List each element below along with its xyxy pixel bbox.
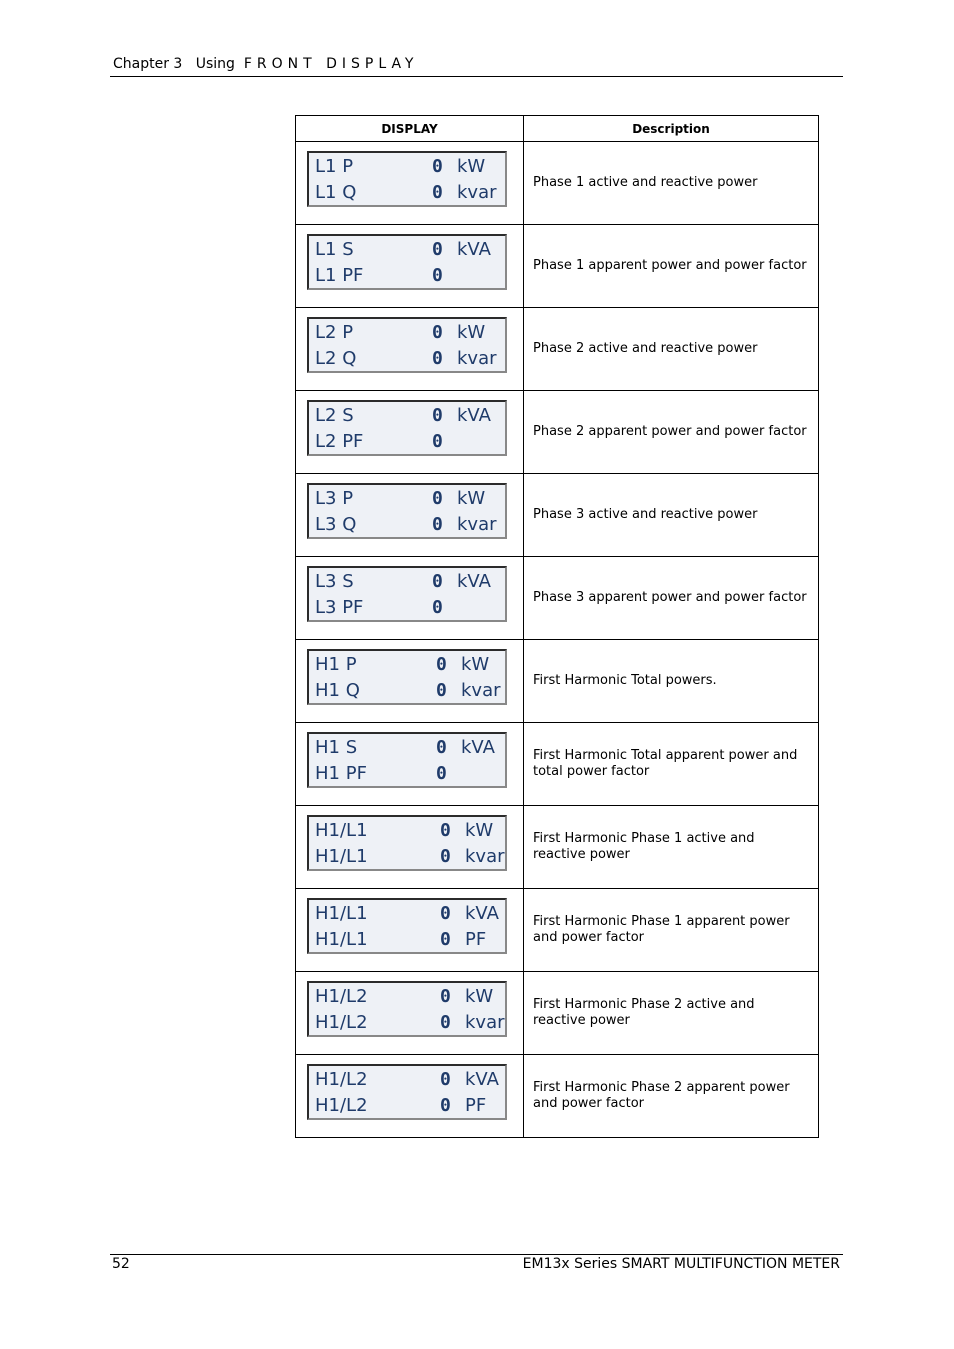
description-cell: Phase 1 apparent power and power factor bbox=[524, 225, 819, 308]
lcd-line-1-value: 0 bbox=[440, 986, 451, 1007]
lcd-line-1-unit: kW bbox=[457, 322, 486, 343]
table-row bbox=[296, 225, 819, 308]
lcd-line-2-value: 0 bbox=[432, 514, 443, 535]
lcd-line-1-value: 0 bbox=[436, 737, 447, 758]
lcd-line-2-value: 0 bbox=[440, 1012, 451, 1033]
lcd-line-1-value: 0 bbox=[432, 156, 443, 177]
lcd-line-1-unit: kW bbox=[457, 156, 486, 177]
display-cell bbox=[296, 1055, 524, 1138]
header-using: Using bbox=[195, 56, 235, 72]
display-cell bbox=[296, 142, 524, 225]
lcd-line-2-label: L2 Q bbox=[315, 348, 357, 369]
lcd-screen bbox=[307, 898, 507, 954]
description-cell: First Harmonic Phase 1 apparent power and power factor bbox=[524, 889, 819, 972]
lcd-line-1-unit: kW bbox=[457, 488, 486, 509]
lcd-line-2-value: 0 bbox=[436, 680, 447, 701]
column-header-display: DISPLAY bbox=[296, 116, 524, 142]
lcd-line-1-unit: kW bbox=[465, 986, 494, 1007]
description-cell: Phase 3 apparent power and power factor bbox=[524, 557, 819, 640]
lcd-line-1-value: 0 bbox=[432, 322, 443, 343]
lcd-line-1-label: H1/L1 bbox=[315, 903, 368, 924]
lcd-line-1-value: 0 bbox=[440, 1069, 451, 1090]
lcd-line-1-label: L1 P bbox=[315, 156, 354, 177]
description-cell: First Harmonic Phase 2 active and reactive power bbox=[524, 972, 819, 1055]
lcd-line-1-unit: kVA bbox=[461, 737, 495, 758]
lcd-line-1-label: H1/L2 bbox=[315, 986, 368, 1007]
lcd-screen bbox=[307, 981, 507, 1037]
display-cell bbox=[296, 225, 524, 308]
table-body bbox=[296, 142, 819, 1138]
table-row bbox=[296, 308, 819, 391]
description-cell: First Harmonic Total apparent power and total power factor bbox=[524, 723, 819, 806]
display-cell bbox=[296, 391, 524, 474]
lcd-line-1-unit: kW bbox=[461, 654, 490, 675]
lcd-line-1-unit: kVA bbox=[465, 903, 499, 924]
footer-rule bbox=[110, 1254, 843, 1255]
lcd-line-2-value: 0 bbox=[440, 1095, 451, 1116]
lcd-line-1-label: H1 S bbox=[315, 737, 358, 758]
lcd-line-1-value: 0 bbox=[432, 488, 443, 509]
lcd-line-1-value: 0 bbox=[440, 820, 451, 841]
lcd-line-2-unit: kvar bbox=[457, 348, 497, 369]
lcd-line-1-label: L2 P bbox=[315, 322, 354, 343]
footer-product-name: EM13x Series SMART MULTIFUNCTION METER bbox=[522, 1256, 840, 1272]
lcd-line-1-unit: kVA bbox=[457, 571, 491, 592]
lcd-screen bbox=[307, 234, 507, 290]
lcd-screen bbox=[307, 732, 507, 788]
running-header bbox=[113, 56, 419, 72]
display-cell bbox=[296, 723, 524, 806]
lcd-line-2-label: H1 Q bbox=[315, 680, 360, 701]
lcd-line-2-value: 0 bbox=[440, 846, 451, 867]
lcd-line-2-label: H1/L2 bbox=[315, 1012, 368, 1033]
description-cell: Phase 2 apparent power and power factor bbox=[524, 391, 819, 474]
lcd-line-1-value: 0 bbox=[432, 571, 443, 592]
display-cell bbox=[296, 640, 524, 723]
lcd-line-2-label: L1 Q bbox=[315, 182, 357, 203]
lcd-screen bbox=[307, 483, 507, 539]
lcd-line-1-unit: kW bbox=[465, 820, 494, 841]
display-cell bbox=[296, 972, 524, 1055]
lcd-line-1-value: 0 bbox=[440, 903, 451, 924]
display-cell bbox=[296, 308, 524, 391]
lcd-line-1-value: 0 bbox=[436, 654, 447, 675]
lcd-line-2-unit: PF bbox=[465, 1095, 487, 1116]
table-header-row bbox=[296, 116, 819, 142]
lcd-screen bbox=[307, 649, 507, 705]
lcd-line-1-label: H1/L2 bbox=[315, 1069, 368, 1090]
lcd-line-1-label: L3 P bbox=[315, 488, 354, 509]
lcd-line-1-value: 0 bbox=[432, 405, 443, 426]
table-row bbox=[296, 142, 819, 225]
lcd-line-2-label: H1/L2 bbox=[315, 1095, 368, 1116]
table-row bbox=[296, 889, 819, 972]
lcd-line-1-value: 0 bbox=[432, 239, 443, 260]
description-cell: Phase 1 active and reactive power bbox=[524, 142, 819, 225]
lcd-line-2-value: 0 bbox=[432, 597, 443, 618]
column-header-description: Description bbox=[524, 116, 819, 142]
lcd-line-1-label: L2 S bbox=[315, 405, 354, 426]
table-row bbox=[296, 557, 819, 640]
lcd-line-2-label: L3 PF bbox=[315, 597, 364, 618]
lcd-line-2-label: L3 Q bbox=[315, 514, 357, 535]
table-row bbox=[296, 723, 819, 806]
lcd-line-2-value: 0 bbox=[432, 265, 443, 286]
lcd-screen bbox=[307, 400, 507, 456]
lcd-line-2-label: H1 PF bbox=[315, 763, 367, 784]
table-row bbox=[296, 806, 819, 889]
lcd-screen bbox=[307, 317, 507, 373]
display-cell bbox=[296, 889, 524, 972]
lcd-line-2-value: 0 bbox=[440, 929, 451, 950]
description-cell: First Harmonic Phase 2 apparent power and power factor bbox=[524, 1055, 819, 1138]
lcd-line-1-label: L3 S bbox=[315, 571, 354, 592]
description-cell: First Harmonic Total powers. bbox=[524, 640, 819, 723]
lcd-line-2-label: L1 PF bbox=[315, 265, 364, 286]
lcd-line-2-label: H1/L1 bbox=[315, 846, 368, 867]
lcd-line-1-label: H1 P bbox=[315, 654, 357, 675]
header-chapter: Chapter 3 bbox=[113, 56, 183, 72]
lcd-screen bbox=[307, 1064, 507, 1120]
table-row bbox=[296, 640, 819, 723]
table-row bbox=[296, 972, 819, 1055]
lcd-line-2-value: 0 bbox=[436, 763, 447, 784]
lcd-line-2-value: 0 bbox=[432, 182, 443, 203]
lcd-line-1-label: L1 S bbox=[315, 239, 354, 260]
display-cell bbox=[296, 806, 524, 889]
table-row bbox=[296, 391, 819, 474]
lcd-line-2-value: 0 bbox=[432, 431, 443, 452]
header-section: FRONT DISPLAY bbox=[243, 56, 419, 72]
display-cell bbox=[296, 474, 524, 557]
header-rule bbox=[110, 76, 843, 77]
lcd-line-2-unit: kvar bbox=[465, 1012, 505, 1033]
description-cell: Phase 3 active and reactive power bbox=[524, 474, 819, 557]
lcd-line-1-unit: kVA bbox=[465, 1069, 499, 1090]
lcd-line-2-unit: kvar bbox=[465, 846, 505, 867]
lcd-line-2-unit: PF bbox=[465, 929, 487, 950]
lcd-line-2-label: H1/L1 bbox=[315, 929, 368, 950]
table-row bbox=[296, 1055, 819, 1138]
lcd-screen bbox=[307, 566, 507, 622]
lcd-line-2-unit: kvar bbox=[457, 182, 497, 203]
lcd-line-2-unit: kvar bbox=[461, 680, 501, 701]
lcd-line-2-unit: kvar bbox=[457, 514, 497, 535]
page-number: 52 bbox=[112, 1256, 130, 1272]
lcd-line-2-label: L2 PF bbox=[315, 431, 364, 452]
description-cell: First Harmonic Phase 1 active and reactive power bbox=[524, 806, 819, 889]
lcd-line-1-unit: kVA bbox=[457, 405, 491, 426]
table-row bbox=[296, 474, 819, 557]
display-table bbox=[295, 115, 819, 1138]
lcd-screen bbox=[307, 151, 507, 207]
description-cell: Phase 2 active and reactive power bbox=[524, 308, 819, 391]
lcd-screen bbox=[307, 815, 507, 871]
lcd-line-2-value: 0 bbox=[432, 348, 443, 369]
lcd-line-1-unit: kVA bbox=[457, 239, 491, 260]
lcd-line-1-label: H1/L1 bbox=[315, 820, 368, 841]
display-cell bbox=[296, 557, 524, 640]
